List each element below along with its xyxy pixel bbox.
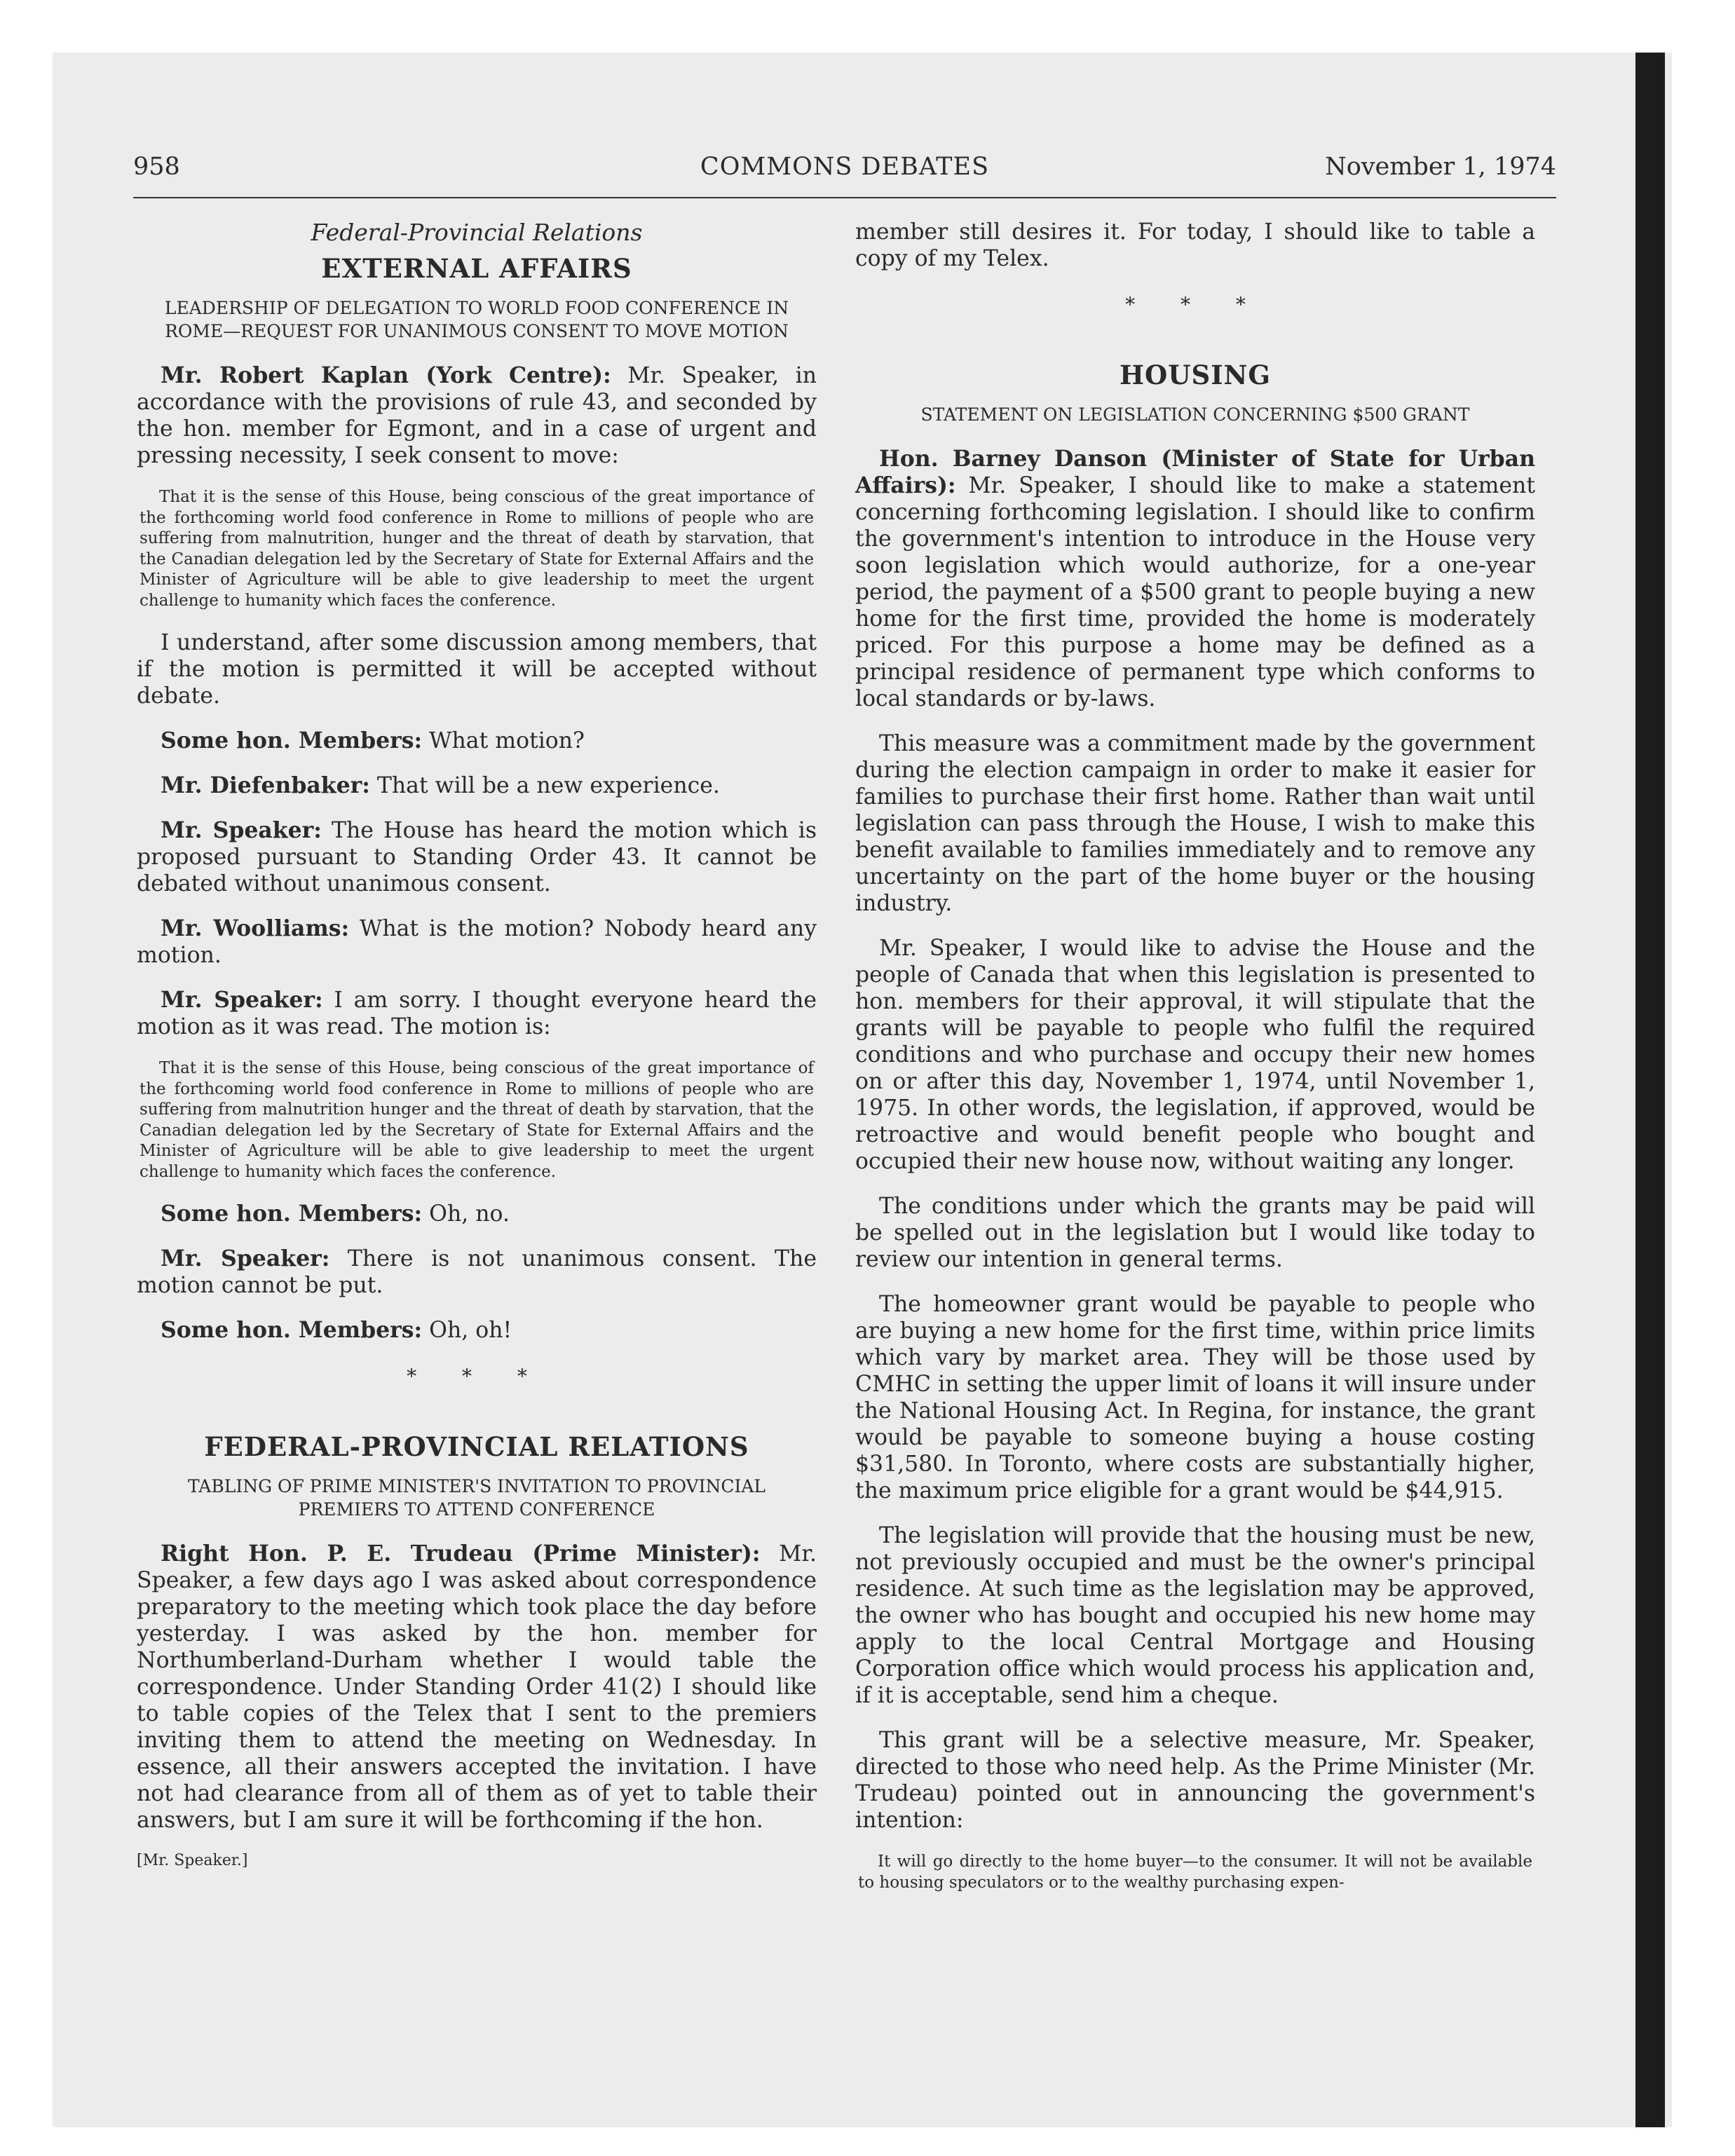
speech-text: The House has heard the motion which is proposed pursuant to Standing Order 43. It cannot be debated without unanimous consent.	[137, 818, 817, 896]
speech-text: Mr. Speaker, in accordance with the provisions of rule 43, and seconded by the hon. member for Egmont, and in a case of urgent and pressing necessity, I seek consent to move:	[137, 363, 817, 468]
speech-trudeau	[137, 1541, 817, 1834]
section-title-housing: HOUSING	[1120, 360, 1271, 390]
paragraph-legislation: The legislation will provide that the housing must be new, not previously occupied and must be the owner's principal residence. At such time as the legislation may be approved, the owner who has bought and occupied his new home may apply to the local Central Mortgage and Housing Corporation office which would process his application and, if it is acceptable, send him a cheque.	[855, 1523, 1535, 1708]
speech-text: What is the motion? Nobody heard any motion.	[137, 916, 817, 968]
section-divider-stars: * * *	[407, 1365, 547, 1388]
paragraph-selective: This grant will be a selective measure, Mr. Speaker, directed to those who need help. As the Prime Minister (Mr. Trudeau) pointed out in announcing the government's intention:	[855, 1728, 1535, 1833]
speaker-name: Mr. Speaker:	[161, 987, 323, 1013]
motion-quote-2: That it is the sense of this House, being conscious of the great importance of the forthcoming world food conference in Rome to millions of people who are suffering from malnutrition hunger and the threat of death by starvation, that the Canadian delegation led by the Secretary of State for External Affairs and the Minister of Agriculture will be able to give leadership to meet the urgent challenge to humanity which faces the conference.	[140, 1059, 814, 1181]
speech-danson	[855, 446, 1535, 712]
speech-text: What motion?	[429, 728, 585, 753]
section-subtitle-grant: STATEMENT ON LEGISLATION CONCERNING $500 GRANT	[920, 404, 1470, 425]
speech-text: There is not unanimous consent. The motion cannot be put.	[137, 1246, 817, 1298]
speech-text: Oh, no.	[429, 1201, 510, 1227]
section-title-external-affairs: EXTERNAL AFFAIRS	[321, 253, 632, 284]
speech-text: That will be a new experience.	[376, 773, 720, 798]
paragraph-conditions: The conditions under which the grants may be paid will be spelled out in the legislation but I would like today to review our intention in general terms.	[855, 1194, 1535, 1272]
section-title-federal-provincial: FEDERAL-PROVINCIAL RELATIONS	[204, 1431, 749, 1462]
speaker-name: Right Hon. P. E. Trudeau (Prime Minister):	[161, 1541, 761, 1567]
speaker-name: Some hon. Members:	[161, 728, 423, 753]
paragraph-homeowner-grant: The homeowner grant would be payable to people who are buying a new home for the first time, within price limits which vary by market area. They will be those used by CMHC in setting the upper limit of loans it will insure under the National Housing Act. In Regina, for instance, the grant would be payable to someone buying a house costing $31,580. In Toronto, where costs are substantially higher, the maximum price eligible for a grant would be $44,915.	[855, 1292, 1535, 1503]
speech-exchange-6	[137, 1201, 817, 1227]
binding-edge	[1635, 53, 1665, 2127]
paragraph-advise: Mr. Speaker, I would like to advise the House and the people of Canada that when this legislation is presented to hon. members for their approval, it will stipulate that the grants will be payable to people who fulfil the required conditions and who purchase and occupy their new homes on or after this day, November 1, 1974, until November 1, 1975. In other words, the legislation, if approved, would be retroactive and would benefit people who bought and occupied their new house now, without waiting any longer.	[855, 936, 1535, 1174]
speech-text: Mr. Speaker, a few days ago I was asked about correspondence preparatory to the meeting which took place the day before yesterday. I was asked by the hon. member for Northumberland-Durham whether I would table the correspondence. Under Standing Order 41(2) I should like to table copies of the Telex that I sent to the premiers inviting them to attend the meeting on Wednesday. In essence, all their answers accepted the invitation. I have not had clearance from all of them as of yet to table their answers, but I am sure it will be forthcoming if the hon.	[137, 1541, 817, 1833]
motion-quote-1: That it is the sense of this House, being conscious of the great importance of the forthcoming world food conference in Rome to millions of people who are suffering from malnutrition, hunger and the threat of death by starvation, that the Canadian delegation led by the Secretary of State for External Affairs and the Minister of Agriculture will be able to give leadership to meet the urgent challenge to humanity which faces the conference.	[140, 488, 814, 610]
speech-exchange-8	[137, 1317, 817, 1344]
trudeau-quote: It will go directly to the home buyer—to the consumer. It will not be available to housing speculators or to the wealthy purchasing expen-	[858, 1853, 1532, 1892]
speaker-name: Some hon. Members:	[161, 1201, 423, 1227]
speaker-footnote: [Mr. Speaker.]	[137, 1852, 248, 1869]
header-rule	[133, 197, 1556, 198]
speech-exchange-3	[137, 817, 817, 897]
speech-exchange-4	[137, 915, 817, 969]
speech-text: Oh, oh!	[429, 1318, 512, 1343]
speaker-name: Mr. Robert Kaplan (York Centre):	[161, 362, 611, 388]
speech-exchange-7	[137, 1246, 817, 1299]
speech-kaplan	[137, 362, 817, 469]
speaker-name: Mr. Speaker:	[161, 1246, 330, 1271]
running-head: COMMONS DEBATES	[700, 153, 990, 181]
speech-exchange-1	[137, 728, 817, 754]
continuation-heading: Federal-Provincial Relations	[311, 219, 643, 246]
speech-text: Mr. Speaker, I should like to make a statement concerning forthcoming legislation. I should like to confirm the government's intention to introduce in the House very soon legislation which would authorize, for a one-year period, the payment of a $500 grant to people buying a new home for the first time, provided the home is moderately priced. For this purpose a home may be defined as a principal residence of permanent type which conforms to local standards or by-laws.	[855, 473, 1535, 711]
section-divider-stars: * * *	[1125, 293, 1265, 316]
page-date: November 1, 1974	[1325, 153, 1556, 181]
paragraph-commitment: This measure was a commitment made by the government during the election campaign in order to make it easier for families to purchase their first home. Rather than wait until legislation can pass through the House, I wish to make this benefit available to families immediately and to remove any uncertainty on the part of the home buyer or the housing industry.	[855, 731, 1535, 916]
speaker-name: Some hon. Members:	[161, 1317, 423, 1343]
page-number: 958	[133, 153, 180, 181]
speaker-name: Mr. Diefenbaker:	[161, 772, 370, 798]
speech-exchange-5	[137, 987, 817, 1040]
right-column	[855, 219, 1535, 1911]
speech-continuation: member still desires it. For today, I should like to table a copy of my Telex.	[855, 219, 1535, 271]
speaker-name: Mr. Woolliams:	[161, 915, 350, 941]
speech-exchange-2	[137, 772, 817, 799]
speaker-name: Mr. Speaker:	[161, 817, 322, 843]
left-column	[137, 219, 817, 1869]
speech-text: I am sorry. I thought everyone heard the motion as it was read. The motion is:	[137, 988, 817, 1039]
section-subtitle-premiers: TABLING OF PRIME MINISTER'S INVITATION TO PROVINCIAL PREMIERS TO ATTEND CONFERENCE	[188, 1476, 766, 1520]
speaker-name: Hon. Barney Danson (Minister of State for Urban Affairs):	[855, 446, 1535, 498]
page-header	[133, 153, 1556, 196]
section-subtitle-world-food: LEADERSHIP OF DELEGATION TO WORLD FOOD CONFERENCE IN ROME—REQUEST FOR UNANIMOUS CONSENT TO MOVE MOTION	[164, 298, 789, 341]
speech-understand: I understand, after some discussion among members, that if the motion is permitted it will be accepted without debate.	[137, 630, 817, 709]
